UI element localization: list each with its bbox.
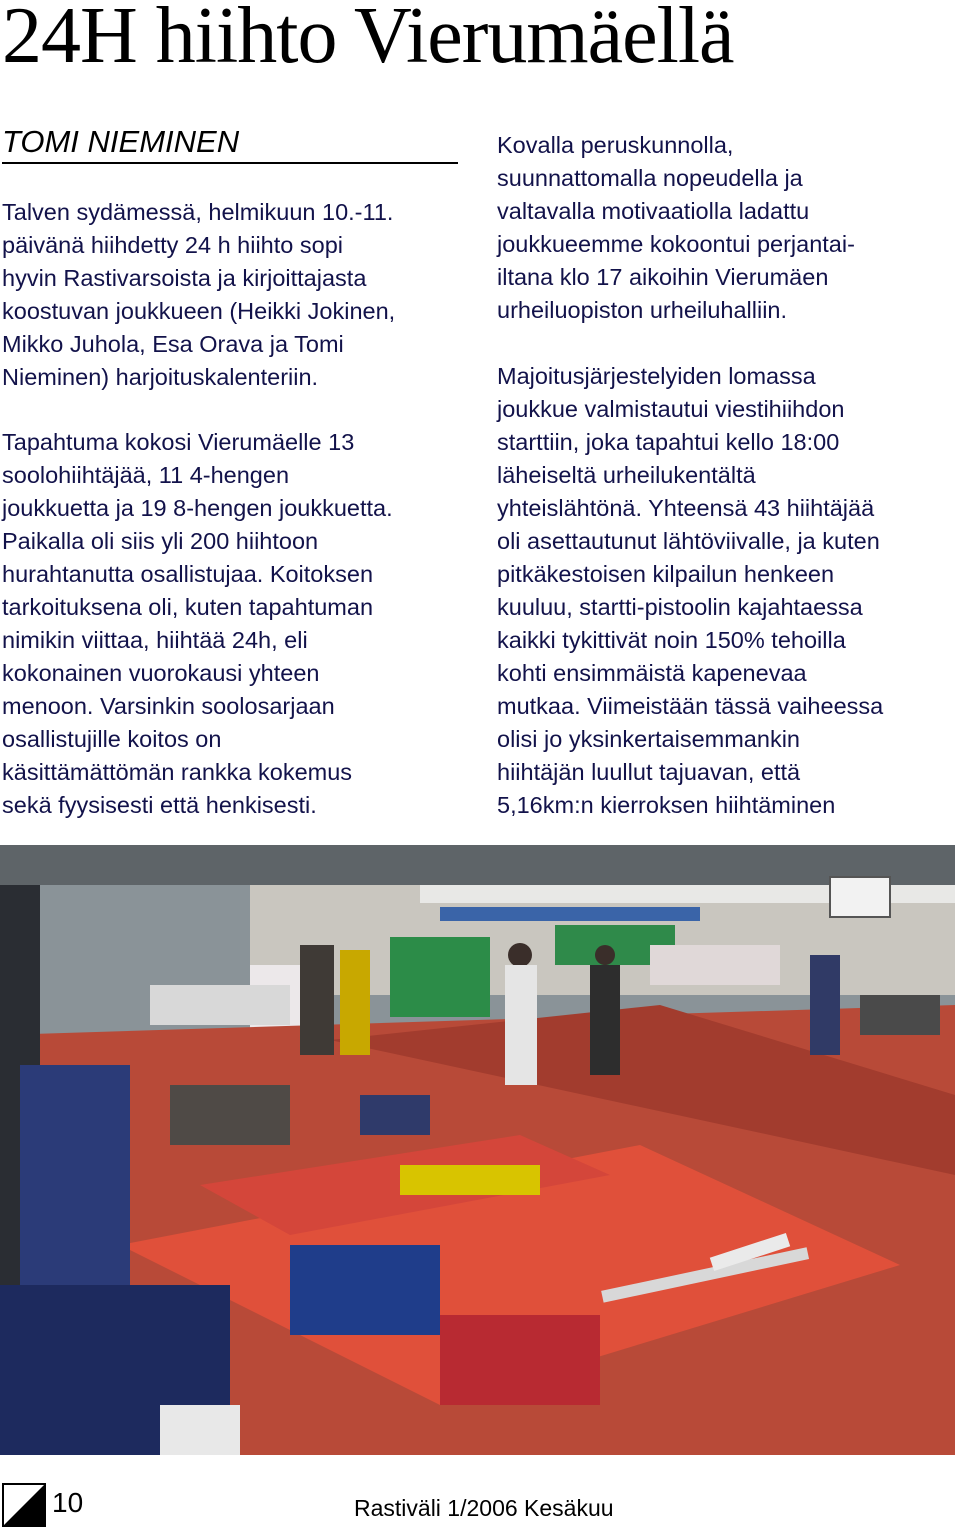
text-line: kohti ensimmäistä kapenevaa (497, 660, 807, 686)
text-line: iltana klo 17 aikoihin Vierumäen (497, 264, 829, 290)
text-line: joukkueemme kokoontui perjantai- (497, 231, 855, 257)
text-line: Paikalla oli siis yli 200 hiihtoon (2, 528, 319, 554)
text-line: soolohiihtäjää, 11 4-hengen (2, 462, 290, 488)
text-line: joukkuetta ja 19 8-hengen joukkuetta. (2, 495, 393, 521)
text-line: koostuvan joukkueen (Heikki Jokinen, (2, 298, 396, 324)
author-byline: TOMI NIEMINEN (2, 124, 458, 164)
text-line: yhteislähtönä. Yhteensä 43 hiihtäjää (497, 495, 875, 521)
text-line: päivänä hiihdetty 24 h hiihto sopi (2, 232, 343, 258)
text-line: Kovalla peruskunnolla, (497, 132, 734, 158)
paragraph (497, 129, 959, 327)
text-line: Majoitusjärjestelyiden lomassa (497, 363, 816, 389)
text-line: käsittämättömän rankka kokemus (2, 759, 353, 785)
corner-triangle-icon (2, 1483, 46, 1527)
text-line: mutkaa. Viimeistään tässä vaiheessa (497, 693, 884, 719)
text-line: Nieminen) harjoituskalenteriin. (2, 364, 319, 390)
text-line: oli asettautunut lähtöviivalle, ja kuten (497, 528, 880, 554)
text-line: kaikki tykittivät noin 150% tehoilla (497, 627, 846, 653)
paragraph (2, 196, 464, 394)
text-line: starttiin, joka tapahtui kello 18:00 (497, 429, 840, 455)
text-line: urheiluopiston urheiluhalliin. (497, 297, 788, 323)
text-line: Tapahtuma kokosi Vierumäelle 13 (2, 429, 355, 455)
text-line: menoon. Varsinkin soolosarjaan (2, 693, 335, 719)
text-line: Talven sydämessä, helmikuun 10.-11. (2, 199, 394, 225)
sports-hall-photo (0, 845, 955, 1455)
text-line: suunnattomalla nopeudella ja (497, 165, 803, 191)
page-number: 10 (52, 1487, 84, 1518)
text-line: valtavalla motivaatiolla ladattu (497, 198, 810, 224)
text-line: tarkoituksena oli, kuten tapahtuman (2, 594, 374, 620)
text-line: sekä fyysisesti että henkisesti. (2, 792, 317, 818)
text-line: hiihtäjän luullut tajuavan, että (497, 759, 801, 785)
text-line: pitkäkestoisen kilpailun henkeen (497, 561, 835, 587)
text-line: kokonainen vuorokausi yhteen (2, 660, 320, 686)
text-line: kuuluu, startti-pistoolin kajahtaessa (497, 594, 863, 620)
text-line: osallistujille koitos on (2, 726, 222, 752)
text-line: 5,16km:n kierroksen hiihtäminen (497, 792, 836, 818)
text-line: läheiseltä urheilukentältä (497, 462, 756, 488)
text-line: hyvin Rastivarsoista ja kirjoittajasta (2, 265, 367, 291)
article-title: 24H hiihto Vierumäellä (2, 0, 734, 80)
text-line: Mikko Juhola, Esa Orava ja Tomi (2, 331, 344, 357)
paragraph (2, 426, 464, 822)
text-line: joukkue valmistautui viestihiihdon (497, 396, 845, 422)
text-line: nimikin viittaa, hiihtää 24h, eli (2, 627, 308, 653)
paragraph (497, 360, 959, 822)
publication-info: Rastiväli 1/2006 Kesäkuu (354, 1495, 614, 1521)
text-line: olisi jo yksinkertaisemmankin (497, 726, 800, 752)
text-column-right (497, 129, 959, 822)
text-column-left (2, 196, 464, 822)
text-line: hurahtanutta osallistujaa. Koitoksen (2, 561, 374, 587)
